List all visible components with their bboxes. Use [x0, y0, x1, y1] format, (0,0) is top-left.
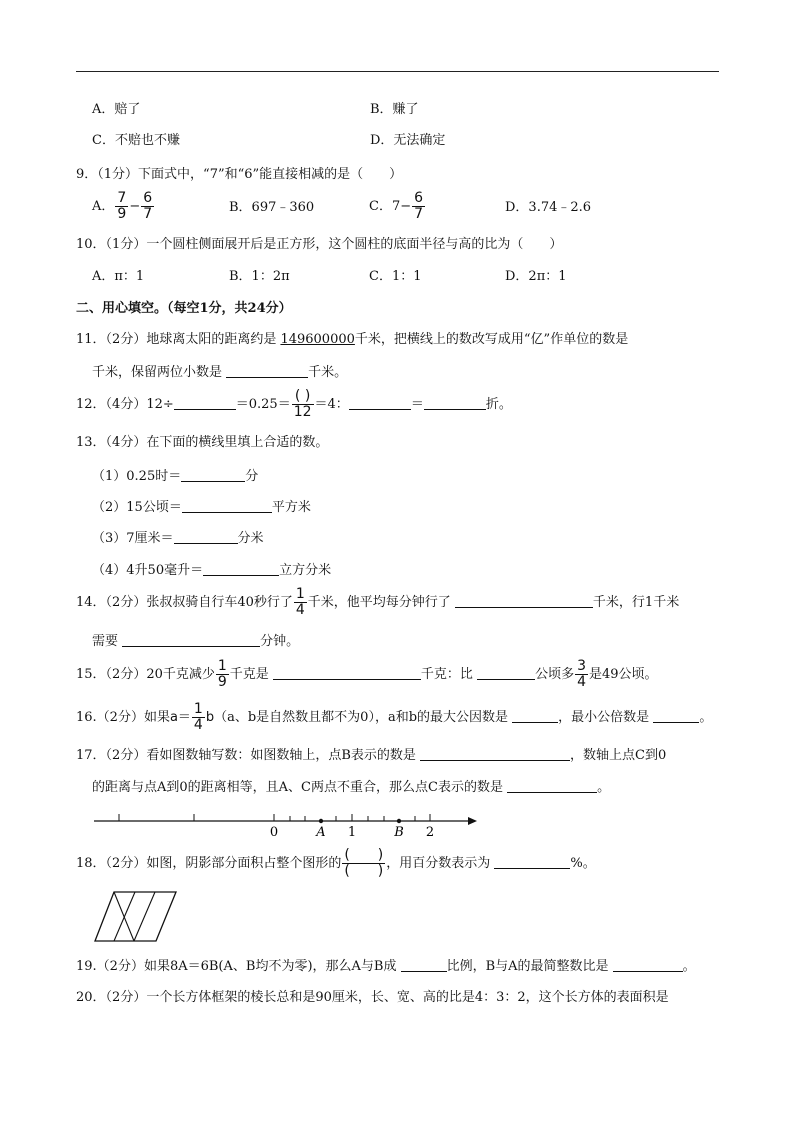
point-a-label: A: [316, 825, 326, 840]
answer-blank[interactable]: [401, 957, 447, 972]
q9-option-a-label: A．: [92, 199, 115, 214]
inner-line: [134, 892, 155, 941]
point-a-dot: [319, 819, 323, 823]
tick-label-two: 2: [425, 825, 435, 840]
answer-blank[interactable]: [455, 593, 593, 608]
q9-option-d[interactable]: D．3.74﹣2.6: [505, 200, 592, 215]
q8-option-d[interactable]: D．无法确定: [370, 133, 446, 148]
q9-stem: 9．（1分）下面式中，“7”和“6”能直接相减的是（ ）: [76, 167, 403, 182]
parallelogram-outline: [95, 892, 176, 941]
q20-line: 20．（2分）一个长方体框架的棱长总和是90厘米，长、宽、高的比是4：3：2，这个长方体的表面积是: [76, 990, 669, 1005]
fraction: $\frac{1}{4}$: [295, 586, 305, 618]
q13-sub2: （2）15公顷＝ 平方米: [92, 500, 311, 515]
q9-option-c-label: C．: [369, 199, 392, 214]
q13-sub3: （3）7厘米＝ 分米: [92, 531, 264, 546]
q8-option-c[interactable]: C．不赔也不赚: [92, 133, 180, 148]
q8-option-b[interactable]: B．赚了: [370, 102, 419, 117]
point-b-label: B: [394, 825, 404, 840]
q9-option-c-prefix: 7−: [391, 199, 412, 214]
answer-blank[interactable]: [477, 665, 535, 680]
fraction: $\frac{6}{7}$: [414, 190, 424, 222]
answer-blank[interactable]: [226, 363, 308, 378]
arrow-icon: [468, 817, 477, 825]
fraction: $\frac{7}{9}$: [117, 190, 127, 222]
q10-option-a[interactable]: A．π：1: [92, 269, 145, 284]
fraction: $\frac{( )}{12}$: [293, 388, 312, 420]
answer-blank[interactable]: [349, 395, 411, 410]
q13-sub4: （4）4升50毫升＝ 立方分米: [92, 563, 332, 578]
q18-line: 18．（2分）如图，阴影部分面积占整个图形的 $\frac{( )}{( )}$ ，用百分数表示为 %。: [76, 847, 596, 879]
q14-line2: 需要 分钟。: [92, 634, 300, 649]
header-rule: [76, 71, 719, 72]
minus-sign: −: [129, 199, 141, 214]
answer-blank[interactable]: [613, 957, 683, 972]
q10-option-d[interactable]: D．2π：1: [505, 269, 567, 284]
q10-stem: 10．（1分）一个圆柱侧面展开后是正方形，这个圆柱的底面半径与高的比为（ ）: [76, 237, 563, 252]
q12-line: 12．（4分）12÷ ＝0.25＝ $\frac{( )}{12}$ ＝4： ＝ 折。: [76, 388, 512, 420]
answer-blank[interactable]: [420, 746, 570, 761]
q11-number: 149600000: [280, 332, 355, 347]
answer-blank[interactable]: [182, 498, 272, 513]
fraction: $\frac{3}{4}$: [577, 658, 586, 690]
fraction: $\frac{1}{4}$: [193, 701, 203, 733]
answer-blank[interactable]: [174, 395, 236, 410]
answer-blank[interactable]: [203, 561, 279, 576]
q9-option-c[interactable]: [369, 190, 426, 224]
q13-sub1: （1）0.25时＝ 分: [92, 469, 259, 484]
tick-label-zero: 0: [269, 825, 279, 840]
tick-marks: [119, 814, 430, 821]
q9-option-b[interactable]: B．697﹣360: [229, 200, 315, 215]
answer-blank[interactable]: [174, 529, 238, 544]
answer-blank[interactable]: [122, 632, 260, 647]
answer-blank[interactable]: [653, 708, 699, 723]
number-line-figure: [88, 808, 480, 842]
q11-line2: 千米，保留两位小数是 千米。: [92, 365, 348, 380]
fraction: $\frac{6}{7}$: [143, 190, 153, 222]
answer-blank[interactable]: [273, 665, 421, 680]
answer-blank[interactable]: [181, 467, 245, 482]
q17-line1: 17．（2分）看如图数轴写数：如图数轴上，点B表示的数是 ，数轴上点C到0: [76, 748, 667, 763]
q17-line2: 的距离与点A到0的距离相等，且A、C两点不重合，那么点C表示的数是 。: [92, 780, 611, 795]
point-b-dot: [397, 819, 401, 823]
q11-line1: 11．（2分）地球离太阳的距离约是 149600000千米，把横线上的数改写成用“亿”作单位的数是: [76, 332, 629, 347]
q9-option-a[interactable]: [92, 190, 155, 224]
q15-line: 15．（2分）20千克减少 $\frac{1}{9}$ 千克是 千克：比 公顷多 $\frac{3}{4}$ 是49公顷。: [76, 658, 658, 690]
answer-blank[interactable]: [424, 395, 486, 410]
q8-option-a[interactable]: A．赔了: [92, 102, 141, 117]
parallelogram-figure: [94, 890, 180, 944]
q10-option-b[interactable]: B．1：2π: [229, 269, 290, 284]
q10-option-c[interactable]: C．1：1: [369, 269, 422, 284]
tick-label-one: 1: [347, 825, 357, 840]
fraction-blank[interactable]: $\frac{( )}{( )}$: [344, 847, 384, 879]
q13-stem: 13．（4分）在下面的横线里填上合适的数。: [76, 435, 329, 450]
answer-blank[interactable]: [494, 854, 570, 869]
answer-blank[interactable]: [507, 778, 597, 793]
q16-line: 16.（2分）如果a＝ $\frac{1}{4}$ b（a、b是自然数且都不为0），a和b的最大公因数是 ，最小公倍数是 。: [76, 701, 713, 733]
answer-blank[interactable]: [512, 708, 558, 723]
fraction: $\frac{1}{9}$: [217, 658, 227, 690]
section-heading: 二、用心填空。（每空1分，共24分）: [76, 301, 292, 316]
q14-line1: 14．（2分）张叔叔骑自行车40秒行了 $\frac{1}{4}$ 千米，他平均每分钟行了 千米，行1千米: [76, 586, 680, 618]
q19-line: 19.（2分）如果8A＝6B(A、B均不为零)，那么A与B成 比例，B与A的最简整数比是 。: [76, 959, 696, 974]
